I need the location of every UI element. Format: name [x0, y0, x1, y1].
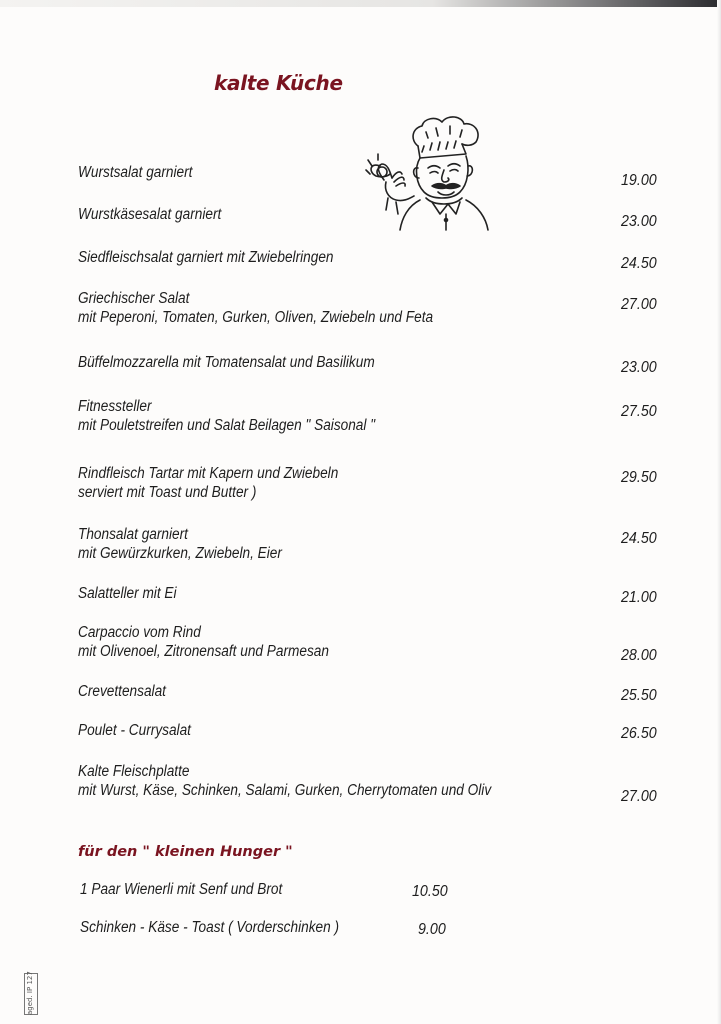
menu-item [78, 289, 433, 327]
menu-item-name: Wurstkäsesalat garniert [78, 206, 222, 223]
menu-item-price: 23.00 [621, 359, 657, 376]
menu-item-price: 27.00 [621, 296, 657, 313]
menu-item-name: Siedfleischsalat garniert mit Zwiebelringen [78, 249, 334, 266]
menu-item [78, 623, 329, 661]
menu-item-desc: serviert mit Toast und Butter ) [78, 484, 257, 501]
menu-item-price: 25.50 [621, 687, 657, 704]
menu-item-name: Wurstsalat garniert [78, 164, 193, 181]
menu-item-name: Salatteller mit Ei [78, 585, 177, 602]
menu-item-name: Büffelmozzarella mit Tomatensalat und Basilikum [78, 354, 375, 371]
menu-item-name: Schinken - Käse - Toast ( Vorderschinken ) [80, 919, 340, 936]
menu-item-desc: mit Gewürzkurken, Zwiebeln, Eier [78, 545, 282, 562]
menu-item [78, 525, 282, 563]
menu-item [78, 163, 192, 182]
menu-item-price: 27.00 [621, 788, 657, 805]
menu-item-name: Kalte Fleischplatte [78, 763, 190, 780]
menu-item-desc: mit Pouletstreifen und Salat Beilagen " Saisonal " [78, 417, 376, 434]
menu-item [78, 682, 166, 701]
menu-item-name: Rindfleisch Tartar mit Kapern und Zwiebeln [78, 465, 339, 482]
scan-right-edge [717, 0, 721, 1024]
menu-item [78, 721, 191, 740]
menu-item-price: 28.00 [621, 647, 657, 664]
menu-item-name: Crevettensalat [78, 683, 166, 700]
menu-item [78, 353, 375, 372]
section-title: für den " kleinen Hunger " [78, 844, 293, 860]
menu-item-name: Fitnessteller [78, 398, 152, 415]
menu-item [78, 584, 177, 603]
menu-item [78, 464, 338, 502]
scan-top-edge [0, 0, 721, 7]
menu-item-price: 23.00 [621, 213, 657, 230]
menu-item [78, 205, 221, 224]
menu-item-price: 24.50 [621, 255, 657, 272]
menu-item-name: Poulet - Currysalat [78, 722, 191, 739]
menu-item [78, 397, 375, 435]
menu-item-desc: mit Olivenoel, Zitronensaft und Parmesan [78, 643, 329, 660]
menu-item [78, 248, 334, 267]
menu-item-price: 21.00 [621, 589, 657, 606]
menu-item-desc: mit Peperoni, Tomaten, Gurken, Oliven, Zwiebeln und Feta [78, 309, 434, 326]
page-title: kalte Küche [214, 71, 343, 95]
stamp-text: aged. IP 127 [26, 971, 34, 1015]
menu-item-price: 26.50 [621, 725, 657, 742]
menu-item-price: 29.50 [621, 469, 657, 486]
menu-item-price: 19.00 [621, 172, 657, 189]
menu-item-price: 27.50 [621, 403, 657, 420]
print-stamp [14, 955, 62, 1015]
chef-icon [362, 110, 494, 232]
menu-item-name: Carpaccio vom Rind [78, 624, 201, 641]
menu-item [78, 762, 491, 800]
menu-item-price: 9.00 [418, 921, 446, 938]
menu-item-name: 1 Paar Wienerli mit Senf und Brot [80, 881, 283, 898]
menu-item-desc: mit Wurst, Käse, Schinken, Salami, Gurken, Cherrytomaten und Oliv [78, 782, 492, 799]
menu-item-price: 24.50 [621, 530, 657, 547]
menu-item-name: Thonsalat garniert [78, 526, 188, 543]
menu-item-name: Griechischer Salat [78, 290, 190, 307]
menu-item-price: 10.50 [412, 883, 448, 900]
